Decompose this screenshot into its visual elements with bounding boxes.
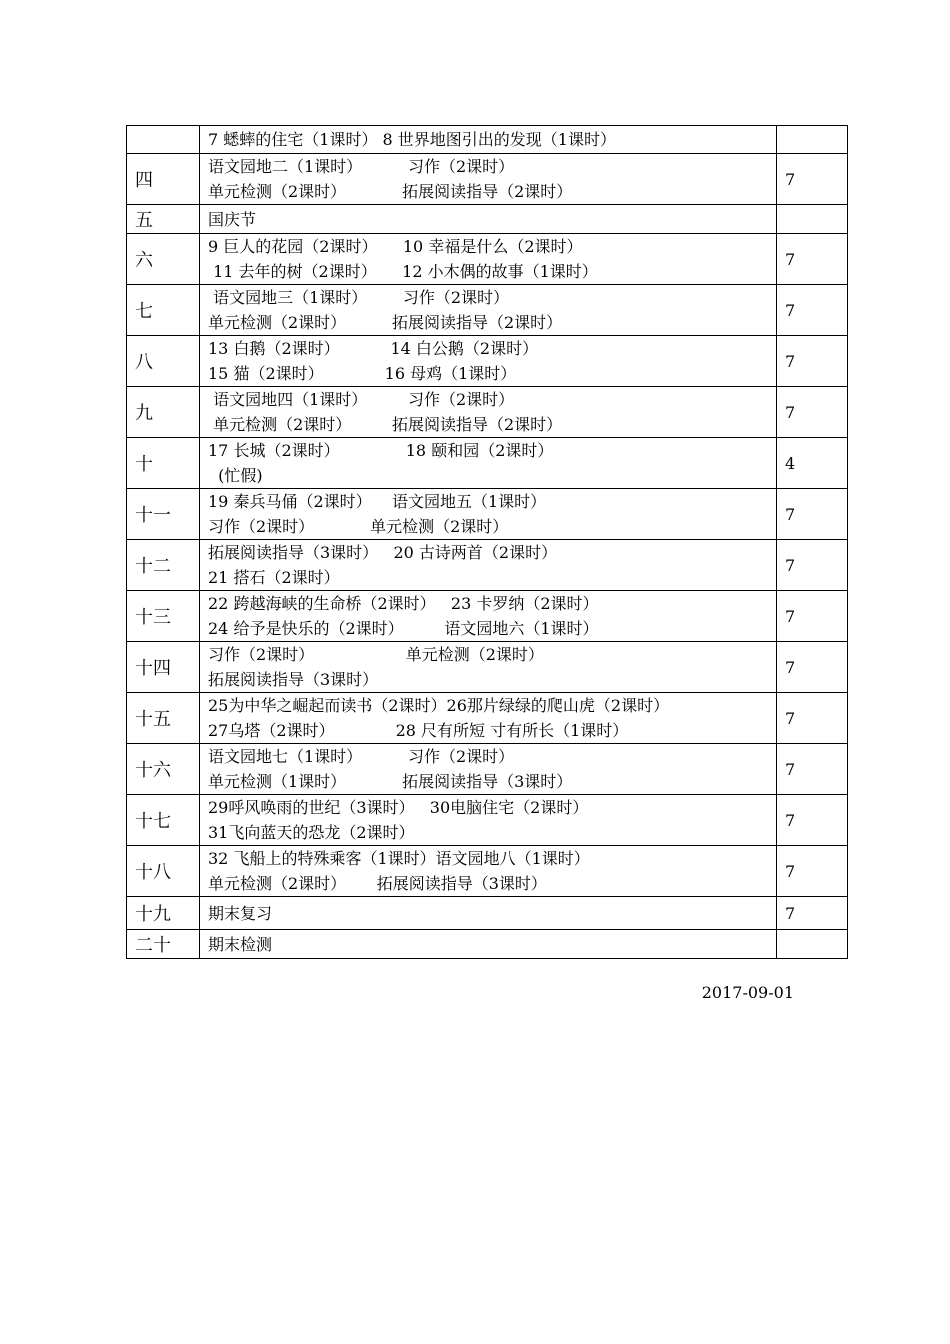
- schedule-row: [127, 126, 848, 154]
- schedule-row: [127, 744, 848, 795]
- hours-cell: 4: [777, 438, 848, 489]
- hours-cell: 7: [777, 897, 848, 930]
- week-cell: [127, 126, 200, 154]
- hours-cell: 7: [777, 642, 848, 693]
- week-cell: 二十: [127, 930, 200, 959]
- schedule-row: [127, 205, 848, 234]
- lesson-line: 11 去年的树（2课时） 12 小木偶的故事（1课时）: [208, 262, 598, 281]
- lesson-line: 单元检测（2课时） 拓展阅读指导（2课时）: [208, 182, 573, 201]
- schedule-row: [127, 336, 848, 387]
- lesson-line: 单元检测（2课时） 拓展阅读指导（2课时）: [208, 313, 563, 332]
- lesson-line: 22 跨越海峡的生命桥（2课时） 23 卡罗纳（2课时）: [208, 594, 599, 613]
- lesson-content-cell: [200, 126, 777, 154]
- lesson-line: 语文园地二（1课时） 习作（2课时）: [208, 157, 515, 176]
- lesson-line: 21 搭石（2课时）: [208, 568, 340, 587]
- lesson-line: 27乌塔（2课时） 28 尺有所短 寸有所长（1课时）: [208, 721, 629, 740]
- schedule-row: [127, 930, 848, 959]
- lesson-line: 期末检测: [208, 934, 273, 954]
- lesson-content-cell: [200, 540, 777, 591]
- lesson-line: 25为中华之崛起而读书（2课时）26那片绿绿的爬山虎（2课时）: [208, 696, 670, 715]
- lesson-line: 单元检测（2课时） 拓展阅读指导（3课时）: [208, 874, 547, 893]
- week-cell: 十三: [127, 591, 200, 642]
- lesson-line: 9 巨人的花园（2课时） 10 幸福是什么（2课时）: [208, 237, 583, 256]
- lesson-line: 拓展阅读指导（3课时）: [208, 670, 379, 689]
- week-cell: 十二: [127, 540, 200, 591]
- hours-cell: 7: [777, 591, 848, 642]
- week-cell: 六: [127, 234, 200, 285]
- week-cell: 九: [127, 387, 200, 438]
- week-cell: 十六: [127, 744, 200, 795]
- week-cell: 五: [127, 205, 200, 234]
- lesson-line: 31飞向蓝天的恐龙（2课时）: [208, 823, 415, 842]
- schedule-row: [127, 438, 848, 489]
- week-cell: 十四: [127, 642, 200, 693]
- lesson-line: 习作（2课时） 单元检测（2课时）: [208, 645, 544, 664]
- lesson-line: 期末复习: [208, 903, 273, 923]
- lesson-content-cell: [200, 591, 777, 642]
- lesson-line: 13 白鹅（2课时） 14 白公鹅（2课时）: [208, 339, 539, 358]
- lesson-content-cell: [200, 930, 777, 959]
- week-cell: 十一: [127, 489, 200, 540]
- lesson-content-cell: [200, 154, 777, 205]
- lesson-content-cell: [200, 387, 777, 438]
- lesson-line: 15 猫（2课时） 16 母鸡（1课时）: [208, 364, 517, 383]
- hours-cell: [777, 126, 848, 154]
- hours-cell: [777, 205, 848, 234]
- schedule-row: [127, 846, 848, 897]
- hours-cell: 7: [777, 693, 848, 744]
- lesson-content-cell: [200, 438, 777, 489]
- lesson-line: 17 长城（2课时） 18 颐和园（2课时）: [208, 441, 554, 460]
- lesson-line: 拓展阅读指导（3课时） 20 古诗两首（2课时）: [208, 543, 558, 562]
- lesson-line: 语文园地四（1课时） 习作（2课时）: [208, 390, 515, 409]
- hours-cell: 7: [777, 540, 848, 591]
- schedule-row: [127, 642, 848, 693]
- hours-cell: 7: [777, 795, 848, 846]
- lesson-line: (忙假): [208, 466, 263, 485]
- lesson-line: 19 秦兵马俑（2课时） 语文园地五（1课时）: [208, 492, 547, 511]
- lesson-line: 语文园地三（1课时） 习作（2课时）: [208, 288, 510, 307]
- week-cell: 十五: [127, 693, 200, 744]
- lesson-line: 国庆节: [208, 209, 257, 229]
- schedule-row: [127, 387, 848, 438]
- schedule-row: [127, 234, 848, 285]
- schedule-row: [127, 693, 848, 744]
- lesson-line: 习作（2课时） 单元检测（2课时）: [208, 517, 509, 536]
- lesson-content-cell: [200, 642, 777, 693]
- lesson-content-cell: [200, 693, 777, 744]
- hours-cell: 7: [777, 154, 848, 205]
- week-cell: 十九: [127, 897, 200, 930]
- lesson-line: 7 蟋蟀的住宅（1课时） 8 世界地图引出的发现（1课时）: [208, 130, 616, 149]
- lesson-line: 24 给予是快乐的（2课时） 语文园地六（1课时）: [208, 619, 599, 638]
- lesson-line: 29呼风唤雨的世纪（3课时） 30电脑住宅（2课时）: [208, 798, 589, 817]
- lesson-content-cell: [200, 846, 777, 897]
- lesson-content-cell: [200, 795, 777, 846]
- lesson-content-cell: [200, 205, 777, 234]
- teaching-schedule-table: [126, 125, 848, 959]
- schedule-body: [127, 126, 848, 959]
- schedule-row: [127, 489, 848, 540]
- week-cell: 七: [127, 285, 200, 336]
- lesson-content-cell: [200, 336, 777, 387]
- week-cell: 十: [127, 438, 200, 489]
- lesson-content-cell: [200, 285, 777, 336]
- footer-date: 2017-09-01: [701, 983, 794, 1002]
- lesson-line: 单元检测（1课时） 拓展阅读指导（3课时）: [208, 772, 573, 791]
- schedule-row: [127, 540, 848, 591]
- hours-cell: 7: [777, 387, 848, 438]
- lesson-content-cell: [200, 234, 777, 285]
- week-cell: 四: [127, 154, 200, 205]
- lesson-line: 32 飞船上的特殊乘客（1课时）语文园地八（1课时）: [208, 849, 590, 868]
- week-cell: 十八: [127, 846, 200, 897]
- hours-cell: 7: [777, 744, 848, 795]
- schedule-row: [127, 285, 848, 336]
- schedule-row: [127, 795, 848, 846]
- lesson-content-cell: [200, 897, 777, 930]
- hours-cell: 7: [777, 234, 848, 285]
- hours-cell: 7: [777, 336, 848, 387]
- hours-cell: [777, 930, 848, 959]
- lesson-line: 语文园地七（1课时） 习作（2课时）: [208, 747, 515, 766]
- schedule-row: [127, 897, 848, 930]
- week-cell: 八: [127, 336, 200, 387]
- hours-cell: 7: [777, 285, 848, 336]
- lesson-content-cell: [200, 744, 777, 795]
- week-cell: 十七: [127, 795, 200, 846]
- schedule-row: [127, 154, 848, 205]
- lesson-line: 单元检测（2课时） 拓展阅读指导（2课时）: [208, 415, 563, 434]
- schedule-row: [127, 591, 848, 642]
- hours-cell: 7: [777, 489, 848, 540]
- lesson-content-cell: [200, 489, 777, 540]
- hours-cell: 7: [777, 846, 848, 897]
